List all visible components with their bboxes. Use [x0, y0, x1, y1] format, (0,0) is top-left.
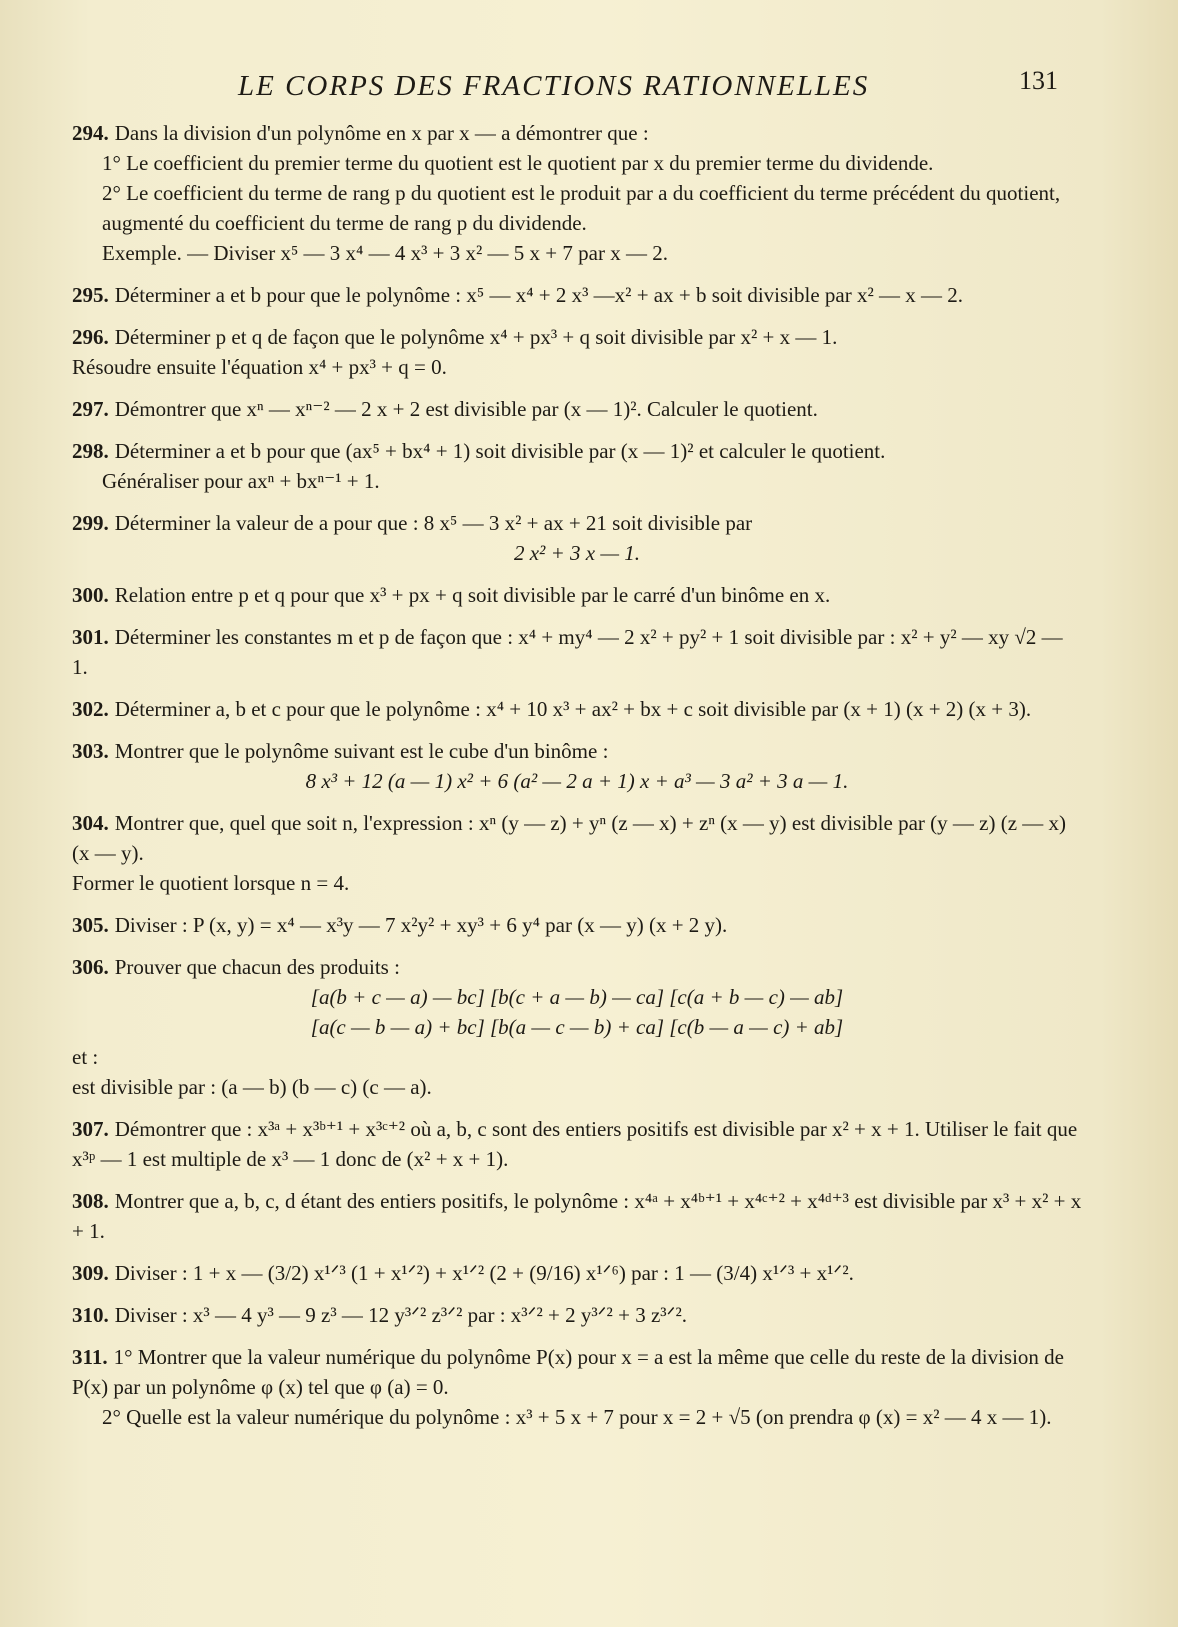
problem-295	[72, 280, 1082, 310]
problem-text: Généraliser pour axⁿ + bxⁿ⁻¹ + 1.	[102, 469, 380, 493]
problem-300	[72, 580, 1082, 610]
problem-302	[72, 694, 1082, 724]
problem-text: Montrer que a, b, c, d étant des entiers positifs, le polynôme : x⁴ᵃ + x⁴ᵇ⁺¹ + x⁴ᶜ⁺² + x⁴ᵈ⁺³ est divisible par x³ + x² + x + 1.	[72, 1189, 1082, 1243]
problem-number: 294.	[72, 121, 109, 145]
problem-number: 301.	[72, 625, 109, 649]
problem-number: 309.	[72, 1261, 109, 1285]
problem-example: Exemple. — Diviser x⁵ — 3 x⁴ — 4 x³ + 3 x² — 5 x + 7 par x — 2.	[102, 241, 668, 265]
problem-310	[72, 1300, 1082, 1330]
problem-number: 299.	[72, 511, 109, 535]
problem-number: 296.	[72, 325, 109, 349]
problem-text: 2° Quelle est la valeur numérique du polynôme : x³ + 5 x + 7 pour x = 2 + √5 (on prendra φ (x) = x² — 4 x — 1).	[102, 1405, 1052, 1429]
problem-308	[72, 1186, 1082, 1246]
problem-text: Diviser : x³ — 4 y³ — 9 z³ — 12 y³ᐟ² z³ᐟ² par : x³ᐟ² + 2 y³ᐟ² + 3 z³ᐟ².	[114, 1303, 687, 1327]
formula: [a(c — b — a) + bc] [b(a — c — b) + ca] [c(b — a — c) + ab]	[310, 1015, 844, 1039]
problem-text: Déterminer p et q de façon que le polynôme x⁴ + px³ + q soit divisible par x² + x — 1.	[114, 325, 838, 349]
problem-text: Relation entre p et q pour que x³ + px + q soit divisible par le carré d'un binôme en x.	[114, 583, 831, 607]
problem-311	[72, 1342, 1082, 1432]
problem-number: 307.	[72, 1117, 109, 1141]
problem-number: 300.	[72, 583, 109, 607]
problem-306	[72, 952, 1082, 1102]
page-header	[238, 62, 1088, 102]
problem-text: Diviser : 1 + x — (3/2) x¹ᐟ³ (1 + x¹ᐟ²) + x¹ᐟ² (2 + (9/16) x¹ᐟ⁶) par : 1 — (3/4) x¹ᐟ³ + x¹ᐟ².	[114, 1261, 854, 1285]
problem-number: 305.	[72, 913, 109, 937]
problem-text: Déterminer a, b et c pour que le polynôme : x⁴ + 10 x³ + ax² + bx + c soit divisible par (x + 1) (x + 2) (x + 3).	[114, 697, 1032, 721]
problem-299	[72, 508, 1082, 568]
problem-text: Former le quotient lorsque n = 4.	[72, 871, 350, 895]
problem-text: Dans la division d'un polynôme en x par x — a démontrer que :	[114, 121, 649, 145]
problem-301	[72, 622, 1082, 682]
problem-text: Démontrer que xⁿ — xⁿ⁻² — 2 x + 2 est divisible par (x — 1)². Calculer le quotient.	[114, 397, 818, 421]
problem-298	[72, 436, 1082, 496]
problem-307	[72, 1114, 1082, 1174]
problem-text: Déterminer la valeur de a pour que : 8 x⁵ — 3 x² + ax + 21 soit divisible par	[114, 511, 753, 535]
problem-text: Déterminer a et b pour que le polynôme : x⁵ — x⁴ + 2 x³ —x² + ax + b soit divisible par x² — x — 2.	[114, 283, 964, 307]
problem-number: 297.	[72, 397, 109, 421]
problem-296	[72, 322, 1082, 382]
formula: [a(b + c — a) — bc] [b(c + a — b) — ca] [c(a + b — c) — ab]	[310, 985, 844, 1009]
problem-text: Montrer que le polynôme suivant est le cube d'un binôme :	[114, 739, 609, 763]
problem-text: Montrer que, quel que soit n, l'expression : xⁿ (y — z) + yⁿ (z — x) + zⁿ (x — y) est divisible par (y — z) (z — x) (x — y).	[72, 811, 1067, 865]
problem-text: Déterminer les constantes m et p de façon que : x⁴ + my⁴ — 2 x² + py² + 1 soit divisible par : x² + y² — xy √2 — 1.	[72, 625, 1063, 679]
problem-305	[72, 910, 1082, 940]
problem-297	[72, 394, 1082, 424]
problem-number: 310.	[72, 1303, 109, 1327]
problem-number: 298.	[72, 439, 109, 463]
problem-294	[72, 118, 1082, 268]
problem-text: 2° Le coefficient du terme de rang p du quotient est le produit par a du coefficient du terme précédent du quotient, augmenté du coefficient du terme de rang p du dividende.	[102, 181, 1061, 235]
problem-number: 303.	[72, 739, 109, 763]
problem-text: Diviser : P (x, y) = x⁴ — x³y — 7 x²y² + xy³ + 6 y⁴ par (x — y) (x + 2 y).	[114, 913, 728, 937]
problem-number: 311.	[72, 1345, 108, 1369]
page-number: 131	[1019, 66, 1058, 95]
problem-303	[72, 736, 1082, 796]
problem-text: 1° Montrer que la valeur numérique du polynôme P(x) pour x = a est la même que celle du reste de la division de P(x) par un polynôme φ (x) tel que φ (a) = 0.	[72, 1345, 1064, 1399]
problem-list	[72, 118, 1082, 1444]
problem-text: et :	[72, 1045, 99, 1069]
problem-number: 308.	[72, 1189, 109, 1213]
problem-number: 306.	[72, 955, 109, 979]
problem-text: Prouver que chacun des produits :	[114, 955, 400, 979]
problem-309	[72, 1258, 1082, 1288]
problem-text: Déterminer a et b pour que (ax⁵ + bx⁴ + 1) soit divisible par (x — 1)² et calculer le quotient.	[114, 439, 886, 463]
running-title: LE CORPS DES FRACTIONS RATIONNELLES	[238, 70, 870, 102]
problem-304	[72, 808, 1082, 898]
problem-number: 302.	[72, 697, 109, 721]
problem-number: 304.	[72, 811, 109, 835]
problem-text: 1° Le coefficient du premier terme du quotient est le quotient par x du premier terme du dividende.	[102, 151, 934, 175]
problem-text: Résoudre ensuite l'équation x⁴ + px³ + q = 0.	[72, 355, 447, 379]
problem-text: est divisible par : (a — b) (b — c) (c — a).	[72, 1075, 432, 1099]
problem-number: 295.	[72, 283, 109, 307]
formula: 2 x² + 3 x — 1.	[513, 541, 641, 565]
formula: 8 x³ + 12 (a — 1) x² + 6 (a² — 2 a + 1) x + a³ — 3 a² + 3 a — 1.	[305, 769, 849, 793]
problem-text: Démontrer que : x³ᵃ + x³ᵇ⁺¹ + x³ᶜ⁺² où a, b, c sont des entiers positifs est divisible par x² + x + 1. Utiliser le fait que x³ᵖ — 1 est multiple de x³ — 1 donc de (x² + x + 1).	[72, 1117, 1078, 1171]
